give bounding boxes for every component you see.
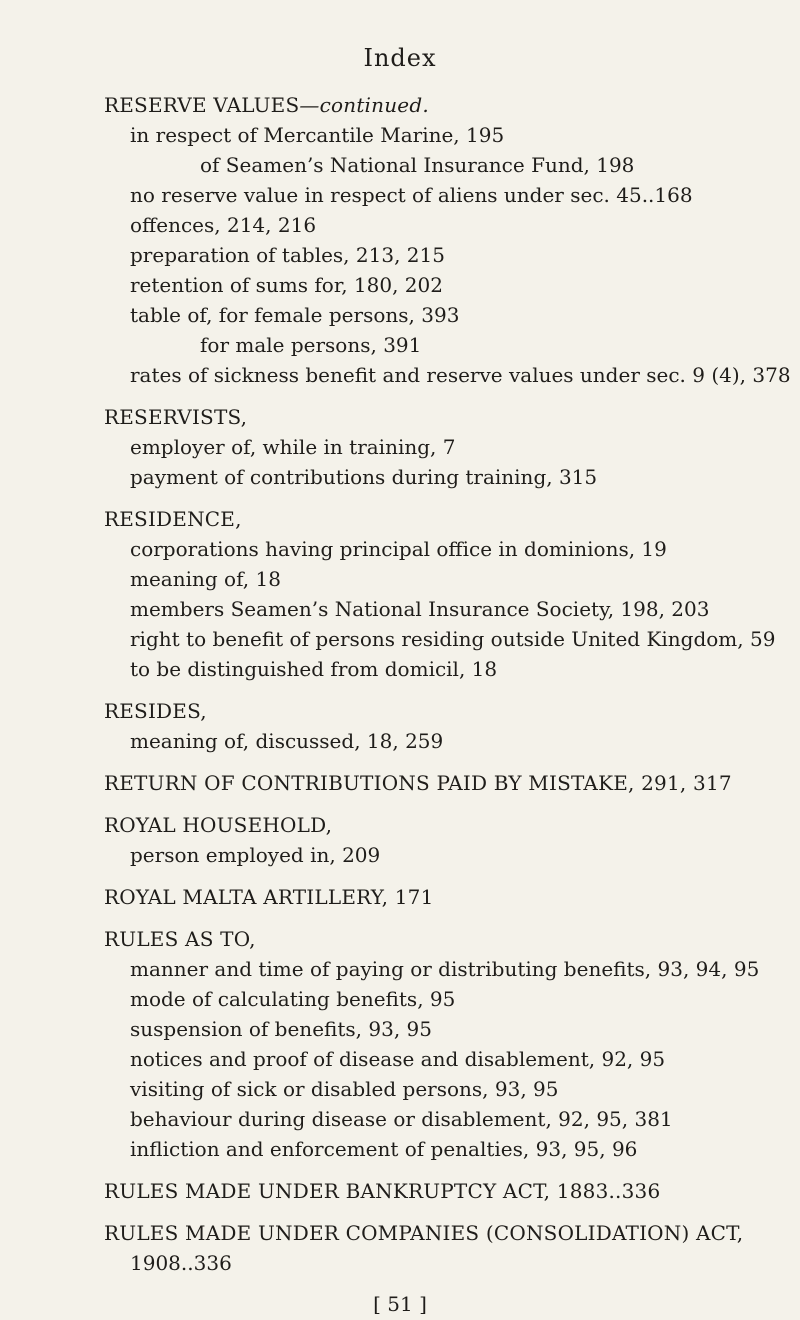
index-subentry: rates of sickness benefit and reserve values under sec. 9 (4), 378 — [130, 363, 791, 387]
index-heading-text: RESERVE VALUES — [104, 93, 300, 117]
index-heading — [0, 402, 800, 432]
index-entry — [0, 882, 800, 912]
index-heading — [0, 1176, 800, 1206]
index-heading-text: RULES AS TO, — [104, 927, 256, 951]
index-subentry: to be distinguished from domicil, 18 — [130, 657, 498, 681]
index-entry — [0, 504, 800, 684]
index-entry — [0, 768, 800, 798]
entry-spacer — [0, 684, 800, 696]
index-heading — [0, 882, 800, 912]
index-heading — [0, 768, 800, 798]
index-heading-text: RETURN OF CONTRIBUTIONS PAID BY MISTAKE, 291, 317 — [104, 771, 732, 795]
index-subentry: employer of, while in training, 7 — [130, 435, 456, 459]
index-entry — [0, 402, 800, 492]
index-heading-text: RESIDENCE, — [104, 507, 242, 531]
entry-spacer — [0, 756, 800, 768]
page-header: Index — [363, 44, 437, 72]
index-subentry: mode of calculating benefits, 95 — [130, 987, 456, 1011]
index-subentry: meaning of, 18 — [130, 567, 281, 591]
index-heading-suffix: —continued. — [299, 93, 429, 117]
index-subentry: right to benefit of persons residing outside United Kingdom, 59 — [130, 627, 776, 651]
index-heading — [0, 90, 800, 120]
page-number: [ 51 ] — [373, 1292, 427, 1316]
index-subentry: payment of contributions during training, 315 — [130, 465, 598, 489]
index-subentry: offences, 214, 216 — [130, 213, 317, 237]
index-subentry: for male persons, 391 — [200, 333, 422, 357]
index-subentry: behaviour during disease or disablement, 92, 95, 381 — [130, 1107, 673, 1131]
index-entry — [0, 810, 800, 870]
index-subentry: person employed in, 209 — [130, 843, 381, 867]
index-heading — [0, 1218, 800, 1248]
entry-spacer — [0, 492, 800, 504]
index-subentry: infliction and enforcement of penalties, 93, 95, 96 — [130, 1137, 638, 1161]
index-subentry: meaning of, discussed, 18, 259 — [130, 729, 444, 753]
index-subentry: notices and proof of disease and disablement, 92, 95 — [130, 1047, 666, 1071]
index-entry — [0, 90, 800, 390]
index-entry — [0, 1176, 800, 1206]
index-subentry: visiting of sick or disabled persons, 93, 95 — [130, 1077, 559, 1101]
index-subentry: suspension of benefits, 93, 95 — [130, 1017, 432, 1041]
index-heading — [0, 696, 800, 726]
entry-spacer — [0, 390, 800, 402]
index-subentry: table of, for female persons, 393 — [130, 303, 460, 327]
index-entry — [0, 1218, 800, 1278]
index-subentry: members Seamen’s National Insurance Society, 198, 203 — [130, 597, 710, 621]
index-subentry: 1908..336 — [130, 1251, 232, 1275]
index-heading-text: RESIDES, — [104, 699, 207, 723]
index-content — [0, 90, 800, 1278]
index-subentry: no reserve value in respect of aliens under sec. 45..168 — [130, 183, 693, 207]
index-heading — [0, 810, 800, 840]
index-heading-text: ROYAL HOUSEHOLD, — [104, 813, 333, 837]
entry-spacer — [0, 1164, 800, 1176]
index-heading-text: RULES MADE UNDER BANKRUPTCY ACT, 1883..336 — [104, 1179, 661, 1203]
index-entry — [0, 696, 800, 756]
index-subentry: corporations having principal office in dominions, 19 — [130, 537, 667, 561]
index-subentry: of Seamen’s National Insurance Fund, 198 — [200, 153, 635, 177]
index-subentry: in respect of Mercantile Marine, 195 — [130, 123, 505, 147]
index-heading — [0, 924, 800, 954]
index-subentry: retention of sums for, 180, 202 — [130, 273, 443, 297]
index-entry — [0, 924, 800, 1164]
index-heading — [0, 504, 800, 534]
index-heading-text: ROYAL MALTA ARTILLERY, 171 — [104, 885, 434, 909]
entry-spacer — [0, 798, 800, 810]
entry-spacer — [0, 1206, 800, 1218]
index-heading-text: RESERVISTS, — [104, 405, 248, 429]
index-subentry: manner and time of paying or distributing benefits, 93, 94, 95 — [130, 957, 760, 981]
entry-spacer — [0, 870, 800, 882]
index-subentry: preparation of tables, 213, 215 — [130, 243, 445, 267]
entry-spacer — [0, 912, 800, 924]
index-heading-text: RULES MADE UNDER COMPANIES (CONSOLIDATION) ACT, — [104, 1221, 744, 1245]
